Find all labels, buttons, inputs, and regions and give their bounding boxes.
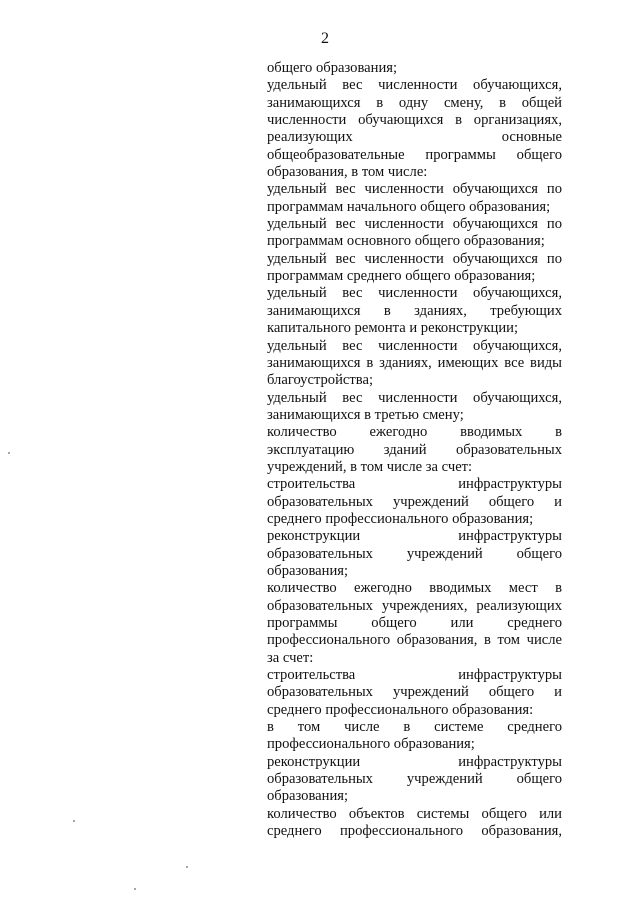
text-line: количество ежегодно вводимых в (267, 424, 562, 441)
text-line: образовательных учреждениях, реализующих (267, 597, 562, 614)
text-line: образования; (267, 562, 349, 579)
text-line: количество объектов системы общего или (267, 805, 562, 822)
text-line: среднего профессионального образования: (267, 701, 534, 718)
text-line: занимающихся в зданиях, имеющих все виды (267, 354, 562, 371)
text-line: количество ежегодно вводимых мест в (267, 580, 562, 597)
text-line: среднего профессионального образования; (267, 510, 534, 527)
text-line: эксплуатацию зданий образовательных (267, 441, 562, 458)
text-line: профессионального образования; (267, 736, 475, 753)
text-line: программы общего или среднего (267, 615, 562, 631)
scan-speck (73, 820, 75, 822)
text-line: образования, в том числе: (267, 164, 428, 181)
text-line: реконструкции инфраструктуры (267, 753, 562, 770)
text-line: реконструкции инфраструктуры (267, 528, 562, 545)
text-line: удельный вес численности обучающихся по (267, 250, 562, 267)
text-line: удельный вес численности обучающихся, (267, 389, 562, 406)
text-line: программам начального общего образования; (267, 198, 551, 215)
text-line: удельный вес численности обучающихся по (267, 216, 562, 233)
text-line: программам основного общего образования; (267, 233, 545, 250)
text-line: благоустройства; (267, 372, 374, 389)
text-line: в том числе в системе среднего (267, 719, 562, 736)
text-line: среднего профессионального образования, (267, 823, 562, 840)
text-line: удельный вес численности обучающихся, (267, 337, 562, 354)
text-line: образовательных учреждений общего (267, 545, 562, 562)
scan-speck (186, 866, 188, 868)
scan-speck (134, 888, 136, 890)
text-line: учреждений, в том числе за счет: (267, 458, 473, 475)
body-text (267, 60, 562, 840)
text-line: численности обучающихся в организациях, (267, 112, 562, 129)
text-line: за счет: (267, 649, 314, 666)
text-line: общеобразовательные программы общего (267, 146, 562, 163)
scan-speck (8, 452, 10, 454)
text-line: занимающихся в одну смену, в общей (267, 94, 562, 111)
text-line: программам среднего общего образования; (267, 268, 536, 285)
text-line: капитального ремонта и реконструкции; (267, 320, 519, 337)
text-line: занимающихся в третью смену; (267, 406, 464, 423)
text-line: строительства инфраструктуры (267, 476, 562, 493)
text-line: строительства инфраструктуры (267, 667, 562, 684)
text-line: занимающихся в зданиях, требующих (267, 302, 562, 319)
text-line: реализующих основные (267, 129, 562, 146)
text-line: образовательных учреждений общего и (267, 684, 562, 701)
text-line: образовательных учреждений общего и (267, 493, 562, 510)
text-line: образования; (267, 788, 349, 805)
text-line: удельный вес численности обучающихся, (267, 285, 562, 302)
text-line: удельный вес численности обучающихся по (267, 181, 562, 198)
text-line: профессионального образования, в том числе (267, 632, 562, 649)
text-line: образовательных учреждений общего (267, 771, 562, 788)
text-line: общего образования; (267, 60, 398, 76)
text-line: удельный вес численности обучающихся, (267, 77, 562, 94)
page-number: 2 (321, 30, 329, 47)
